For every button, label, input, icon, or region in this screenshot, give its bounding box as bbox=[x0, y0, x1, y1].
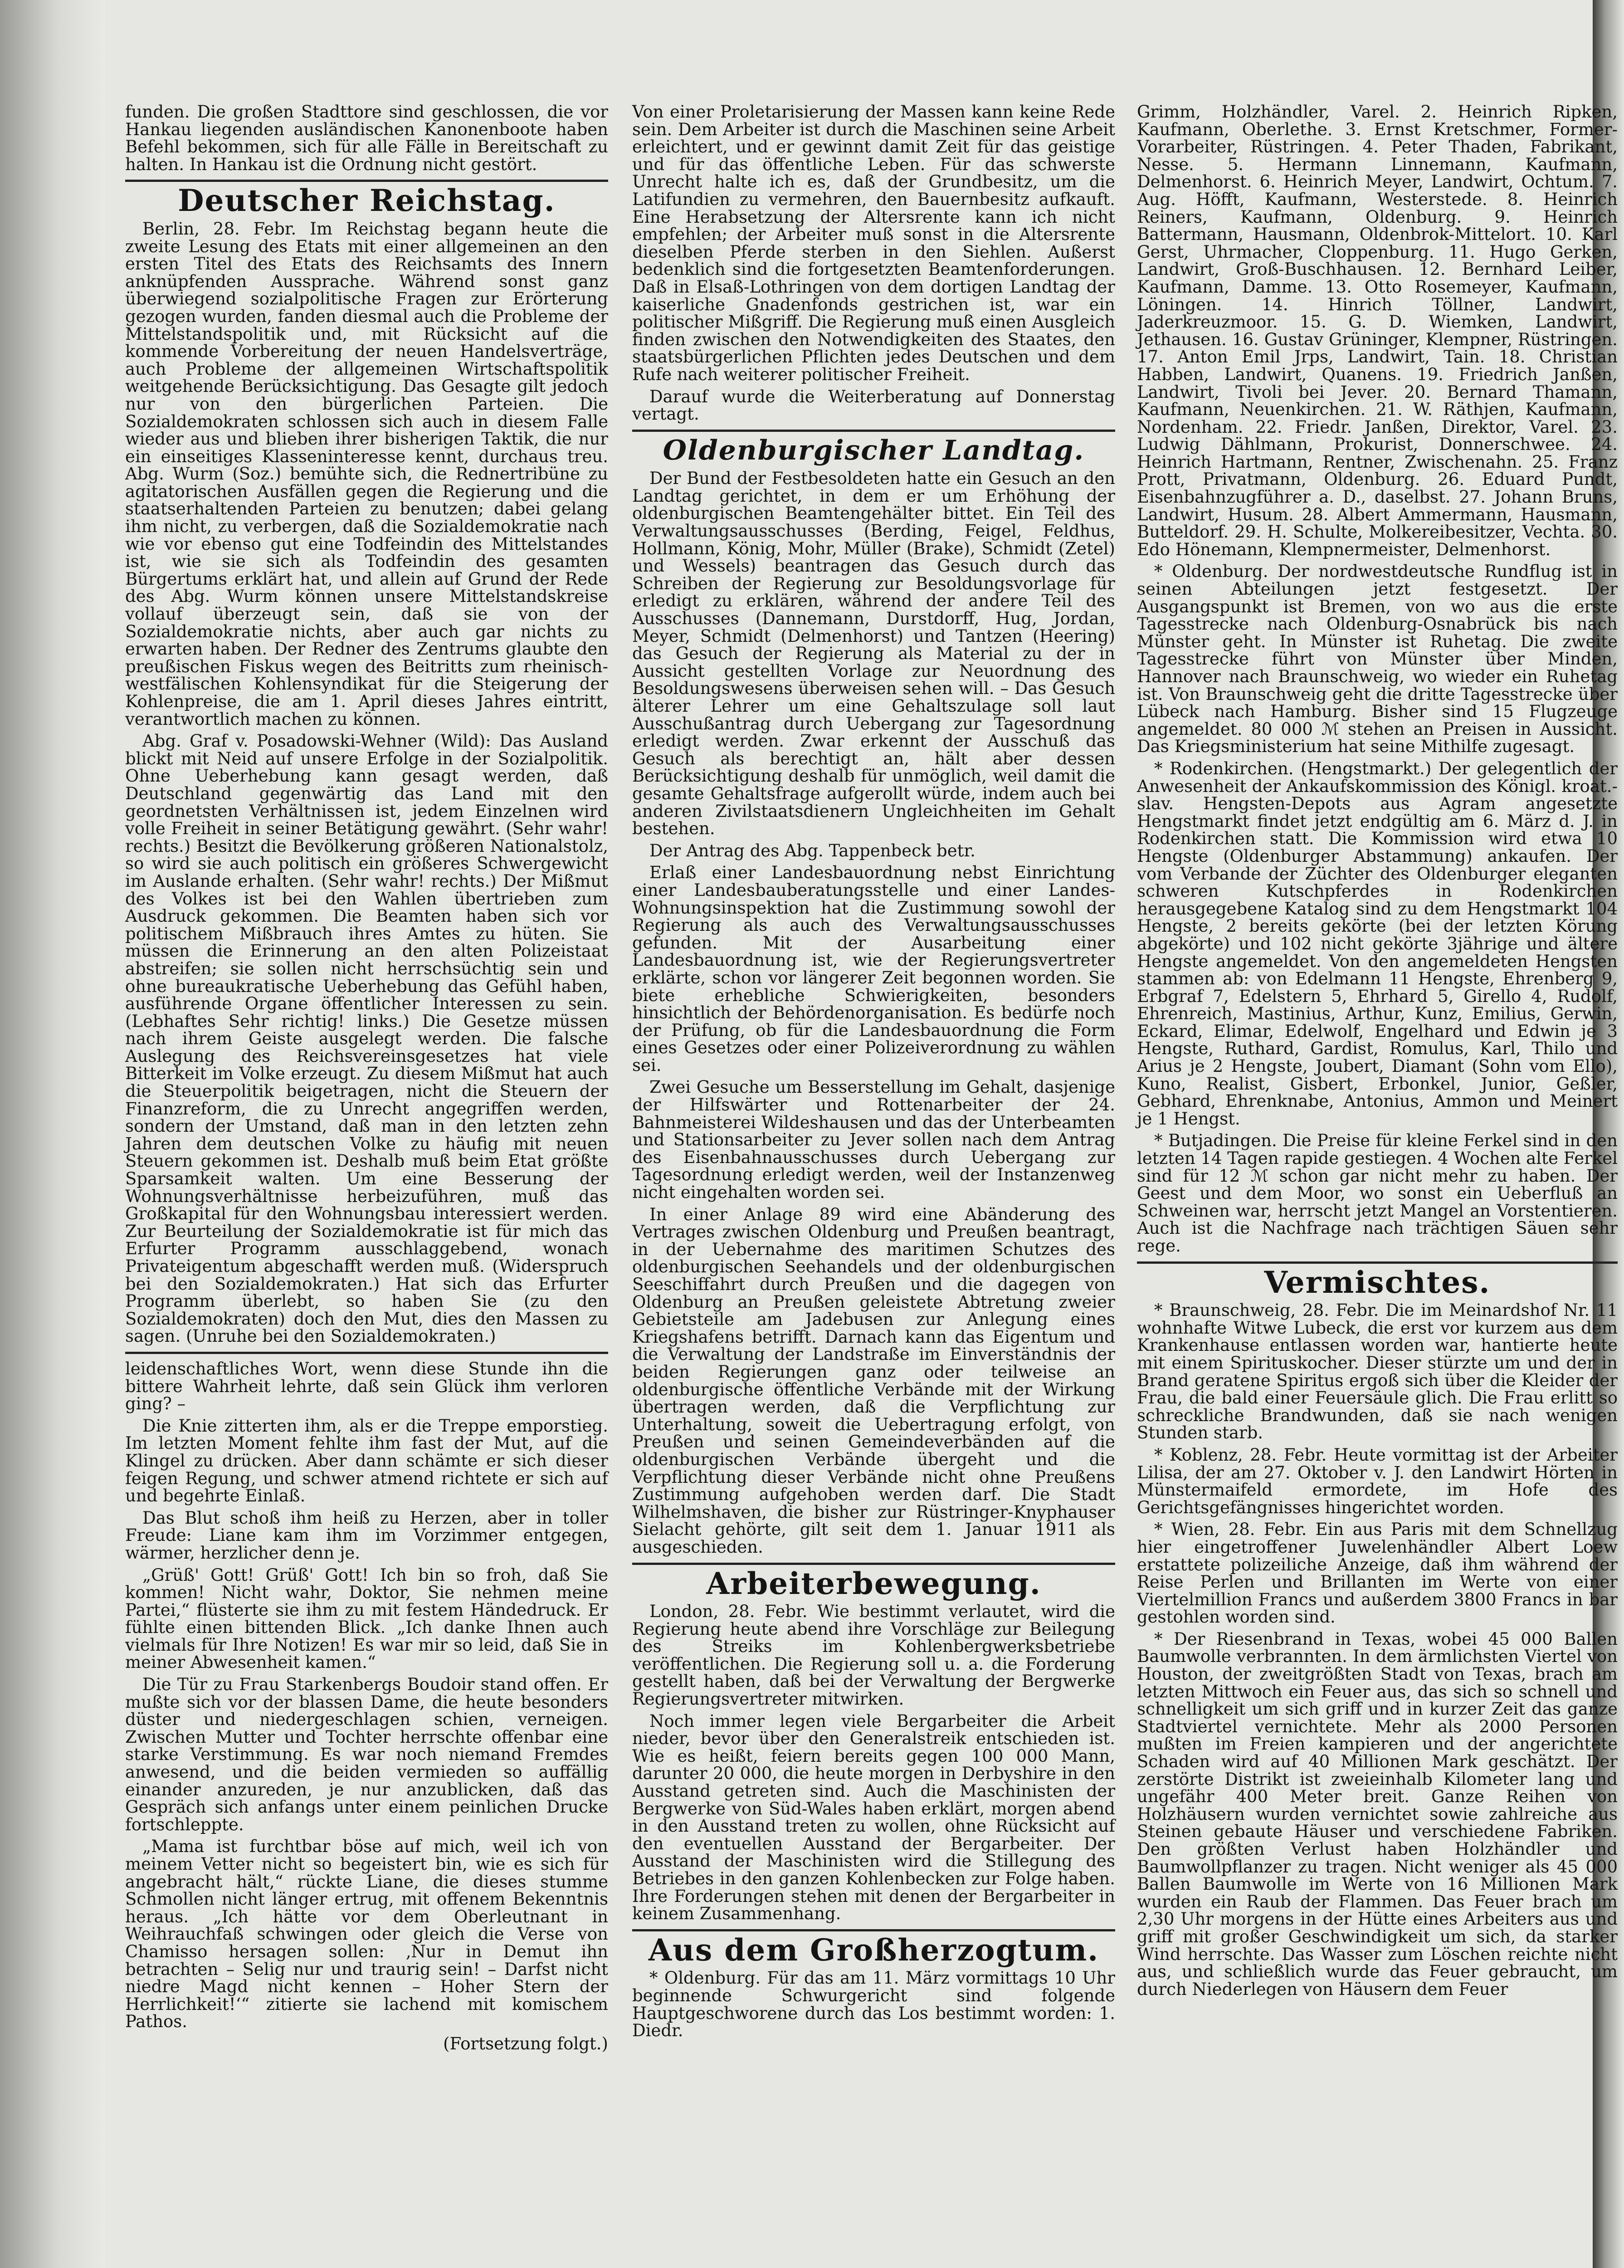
section-heading-vermischtes: Vermischtes. bbox=[1264, 1264, 1491, 1300]
feuilleton-paragraph: Die Tür zu Frau Starkenbergs Boudoir stand offen. Er mußte sich vor der blassen Dame, die heute besonders düster und niedergeschlagen schien, verneigen. Zwischen Mutter und Tochter herrschte offenbar eine starke Verstimmung. Es war noch niemand Fremdes anwesend, und die beiden vermieden so auffällig einander anzureden, je nur anzublicken, daß das Gespräch sich anfangs unter einem peinlichen Drucke fortschleppte. bbox=[125, 1675, 608, 1834]
feuilleton-paragraph: Das Blut schoß ihm heiß zu Herzen, aber in toller Freude: Liane kam ihm im Vorzimmer entgegen, wärmer, herzlicher denn je. bbox=[125, 1508, 608, 1563]
article-paragraph: Erlaß einer Landesbauordnung nebst Einrichtung einer Landesbauberatungsstelle und einer Landes-Wohnungsinspektion hat die Zustimmung sowohl der Regierung als auch des Verwaltungsausschusses gefunden. Mit der Ausarbeitung einer Landesbauordnung ist, wie der Regierungsvertreter erklärte, schon vor längerer Zeit begonnen worden. Sie biete erhebliche Schwierigkeiten, besonders hinsichtlich der Behördenorganisation. Es bedürfe noch der Prüfung, ob für die Landesbauordnung die Form eines Gesetzes oder einer Polizeiverordnung zu wählen sei. bbox=[632, 863, 1115, 1075]
article-paragraph: Darauf wurde die Weiterberatung auf Donnerstag vertagt. bbox=[632, 386, 1115, 424]
feuilleton-paragraph: leidenschaftliches Wort, wenn diese Stunde ihn die bittere Wahrheit lehrte, daß sein Glück ihm verloren ging? – bbox=[125, 1359, 608, 1414]
middle-column bbox=[632, 103, 1115, 2044]
news-item: * Butjadingen. Die Preise für kleine Ferkel sind in den letzten 14 Tagen rapide gestiegen. 4 Wochen alte Ferkel sind für 12 ℳ schon gar nicht mehr zu haben. Der Geest und dem Moor, wo sonst ein Ueberfluß an Schweinen war, herrscht jetzt Mangel an Vorstentieren. Auch ist die Nachfrage nach trächtigen Säuen sehr rege. bbox=[1137, 1131, 1618, 1256]
column-rule bbox=[1137, 1261, 1618, 1264]
section-heading-reichstag: Deutscher Reichstag. bbox=[178, 183, 556, 219]
news-item: * Der Riesenbrand in Texas, wobei 45 000 Ballen Baumwolle verbrannten. In dem ärmlichsten Viertel von Houston, der zweitgrößten Stadt von Texas, brach am letzten Mittwoch ein Feuer aus, das sich so schnell und schnelligkeit um sich griff und in kurzer Zeit das ganze Stadtviertel vernichtete. Mehr als 2000 Personen mußten im Freien kampieren und der angerichtete Schaden wird auf 40 Millionen Mark geschätzt. Der zerstörte Distrikt ist zweieinhalb Kilometer lang und ungefähr 400 Meter breit. Ganze Reihen von Holzhäusern wurden vernichtet sowie zahlreiche aus Steinen gebaute Häuser und verschiedene Fabriken. Den größten Verlust haben Holzhändler und Baumwollpflanzer zu tragen. Nicht weniger als 45 000 Ballen Baumwolle im Werte von 16 Millionen Mark wurden ein Raub der Flammen. Das Feuer brach um 2,30 Uhr morgens in der Hütte eines Arbeiters aus und griff mit großer Geschwindigkeit um sich, da starker Wind herrschte. Das Wasser zum Löschen reichte nicht aus, und schließlich wurde das Feuer gebraucht, um durch Niederlegen von Häusern dem Feuer bbox=[1137, 1629, 1618, 1999]
article-paragraph: * Oldenburg. Für das am 11. März vormittags 10 Uhr beginnende Schwurgericht sind folgende Hauptgeschworene durch das Los bestimmt worden: 1. Diedr. bbox=[632, 1968, 1115, 2041]
news-item: * Wien, 28. Febr. Ein aus Paris mit dem Schnellzug hier eingetroffener Juwelenhändler Albert Loew erstattete polizeiliche Anzeige, daß ihm während der Reise Perlen und Brillanten im Werte von einer Viertelmillion Francs und außerdem 3800 Francs in bar gestohlen worden sind. bbox=[1137, 1520, 1618, 1627]
feuilleton-paragraph: „Grüß' Gott! Grüß' Gott! Ich bin so froh, daß Sie kommen! Nicht wahr, Doktor, Sie nehmen meine Partei,“ flüsterte sie ihm zu mit festem Händedruck. Er fühlte einen bittenden Blick. „Ich danke Ihnen auch vielmals für Ihre Notizen! Es war mir so leid, daß Sie in meiner Abwesenheit kamen.“ bbox=[125, 1565, 608, 1672]
section-heading-grossherzogtum: Aus dem Großherzogtum. bbox=[648, 1932, 1099, 1968]
news-item: * Oldenburg. Der nordwestdeutsche Rundflug ist in seinen Abteilungen jetzt festgesetzt. Der Ausgangspunkt ist Bremen, von wo aus die erste Tagesstrecke nach Oldenburg-Osnabrück bis nach Münster geht. In Münster ist Ruhetag. Die zweite Tagesstrecke führt von Münster über Minden, Hannover nach Braunschweig, wo wieder ein Ruhetag ist. Von Braunschweig geht die dritte Tagesstrecke über Lübeck nach Hamburg. Bisher sind 15 Flugzeuge angemeldet. 80 000 ℳ stehen an Preisen in Aussicht. Das Kriegsministerium hat seine Mithilfe zugesagt. bbox=[1137, 562, 1618, 757]
column-rule bbox=[125, 180, 608, 182]
news-item: * Koblenz, 28. Febr. Heute vormittag ist der Arbeiter Lilisa, der am 27. Oktober v. J. den Landwirt Hörten in Münstermaifeld ermordete, im Hofe des Gerichtsgefängnisses hingerichtet worden. bbox=[1137, 1445, 1618, 1517]
article-paragraph: Der Antrag des Abg. Tappenbeck betr. bbox=[649, 841, 975, 860]
article-paragraph: London, 28. Febr. Wie bestimmt verlautet, wird die Regierung heute abend ihre Vorschläge zur Beilegung des Streiks im Kohlenbergwerksbetriebe veröffentlichen. Die Regierung soll u. a. die Forderung gestellt haben, daß bei der Verwaltung der Bergwerke Regierungsvertreter mitwirken. bbox=[632, 1602, 1115, 1709]
column-rule bbox=[632, 1563, 1115, 1565]
intro-paragraph: funden. Die großen Stadttore sind geschlossen, die vor Hankau liegenden ausländischen Kanonenboote haben Befehl bekommen, sich für alle Fälle in Bereitschaft zu halten. In Hankau ist die Ordnung nicht gestört. bbox=[125, 102, 608, 174]
article-paragraph: Zwei Gesuche um Besserstellung im Gehalt, dasjenige der Hilfswärter und Rottenarbeiter der 24. Bahnmeisterei Wildeshausen und das der Unterbeamten und Stationsarbeiter zu Jever sollen nach dem Antrag des Eisenbahnausschusses durch Uebergang zur Tagesordnung erledigt werden, weil der Instanzenweg nicht eingehalten worden sei. bbox=[632, 1077, 1115, 1202]
feuilleton-paragraph: „Mama ist furchtbar böse auf mich, weil ich von meinem Vetter nicht so begeistert bin, wie es sich für angebracht hält,“ rückte Liane, die dieses stumme Schmollen nicht länger ertrug, mit offenem Bekenntnis heraus. „Ich hätte vor dem Oberleutnant in Weihrauchfaß schwingen oder gleich die Verse von Chamisso hersagen sollen: ‚Nur in Demut ihn betrachten – Selig nur und traurig sein! – Darfst nicht niedre Magd nicht kennen – Hoher Stern der Herrlichkeit!‘“ zitierte sie lachend mit komischem Pathos. bbox=[125, 1837, 608, 2032]
section-heading-landtag: Oldenburgischer Landtag. bbox=[663, 434, 1085, 466]
news-item: * Rodenkirchen. (Hengstmarkt.) Der gelegentlich der Anwesenheit der Ankaufskommission des Königl. kroat.-slav. Hengsten-Depots aus Agram angesetzte Hengstmarkt findet jetzt endgültig am 6. März d. J. in Rodenkirchen statt. Die Kommission wird etwa 10 Hengste (Oldenburger Abstammung) ankaufen. Der vom Verbande der Züchter des Oldenburger eleganten schweren Kutschpferdes in Rodenkirchen herausgegebene Katalog sind zu dem Hengstmarkt 104 Hengste, 2 bereits gekörte (bei der letzten Körung abgekörte) und 102 nicht gekörte 3jährige und ältere Hengste angemeldet. Von den angemeldeten Hengsten stammen ab: von Edelmann 11 Hengste, Ehrenberg 9, Erbgraf 7, Edelstern 5, Ehrhard 5, Girello 4, Rudolf, Ehrenreich, Mastinius, Arthur, Kunz, Emilius, Gerwin, Eckard, Elimar, Edelwolf, Engelhard und Edwin je 3 Hengste, Ruthard, Gardist, Romulus, Karl, Thilo und Arius je 2 Hengste, Joubert, Diamant (Sohn vom Ello), Kuno, Realist, Gisbert, Erbonkel, Junior, Geßler, Gebhard, Ehrenknabe, Antonius, Ammon und Meinert je 1 Hengst. bbox=[1137, 758, 1618, 1129]
right-column bbox=[1137, 103, 1618, 2003]
continuation-note: (Fortsetzung folgt.) bbox=[443, 2033, 608, 2053]
article-paragraph: In einer Anlage 89 wird eine Abänderung des Vertrages zwischen Oldenburg und Preußen beantragt, in der Uebernahme des maritimen Schutzes des oldenburgischen Seehandels und der oldenburgischen Seeschiffahrt durch Preußen und die dagegen von Oldenburg an Preußen geleistete Abtretung zweier Gebietsteile am Jadebusen zur Anlegung eines Kriegshafens betrifft. Darnach kann das Eigentum und die Verwaltung der Landstraße im Einverständnis der beiden Regierungen ganz oder teilweise an oldenburgische öffentliche Verbände mit der Wirkung übertragen werden, daß die Verpflichtung zur Unterhaltung, soweit die Uebertragung erfolgt, von Preußen und seinen Gemeindeverbänden auf die oldenburgischen Verbände übergeht und die Verpflichtung dieser Verbände nicht ohne Preußens Zustimmung aufgehoben werden darf. Die Stadt Wilhelmshaven, die bisher zur Rüstringer-Knyphauser Sielacht gehörte, gilt seit dem 1. Januar 1911 als ausgeschieden. bbox=[632, 1204, 1115, 1557]
article-paragraph: Der Bund der Festbesoldeten hatte ein Gesuch an den Landtag gerichtet, in dem er um Erhöhung der oldenburgischen Beamtengehälter bittet. Ein Teil des Verwaltungsausschusses (Berding, Feigel, Feldhus, Hollmann, König, Mohr, Müller (Brake), Schmidt (Zetel) und Wessels) beantragen das Gesuch durch das Schreiben der Regierung zur Besoldungsvorlage für erledigt zu erklären, während der andere Teil des Ausschusses (Dannemann, Durstdorff, Hug, Jordan, Meyer, Schmidt (Delmenhorst) und Tantzen (Heering) das Gesuch der Regierung als Material zu der in Aussicht gestellten Vorlage zur Neuordnung des Besoldungswesens überweisen sehen will. – Das Gesuch älterer Lehrer um eine Gehaltszulage soll laut Ausschußantrag durch Uebergang zur Tagesordnung erledigt werden. Zwar erkennt der Ausschuß das Gesuch als berechtigt an, hält aber dessen Berücksichtigung deshalb für unmöglich, weil damit die gesamte Gehaltsfrage aufgerollt würde, indem auch bei anderen Zivilstaatsdienern Ungleichheiten im Gehalt bestehen. bbox=[632, 469, 1115, 839]
article-paragraph: Abg. Graf v. Posadowski-Wehner (Wild): Das Ausland blickt mit Neid auf unsere Erfolge in der Sozialpolitik. Ohne Ueberhebung kann gesagt werden, daß Deutschland gegenwärtig das Land mit den geordnetsten Verhältnissen ist, jedem Einzelnen wird volle Freiheit in seiner Betätigung gewährt. (Sehr wahr! rechts.) Besitzt die Bevölkerung größeren Nationalstolz, so wird sie auch politisch ein größeres Schwergewicht im Auslande erhalten. (Sehr wahr! rechts.) Der Mißmut des Volkes ist bei den Wahlen übertrieben zum Ausdruck gekommen. Die Beamten haben sich vor politischem Mißbrauch ihres Amtes zu hüten. Sie müssen die Erinnerung an den alten Polizeistaat abstreifen; sie sollen nicht herrschsüchtig sein und ohne bureaukratische Ueberhebung das Gefühl haben, ausführende Organe öffentlicher Interessen zu sein. (Lebhaftes Sehr richtig! links.) Die Gesetze müssen nach ihrem Geiste ausgelegt werden. Die falsche Auslegung des Reichsvereinsgesetzes hat viele Bitterkeit im Volke erzeugt. Zu diesem Mißmut hat auch die Steuerpolitik beigetragen, nicht die Steuern der Finanzreform, die zu Unrecht angegriffen werden, sondern der Umstand, daß man in den letzten zehn Jahren dem deutschen Volke zu häufig mit neuen Steuern gekommen ist. Deshalb muß beim Etat größte Sparsamkeit walten. Um eine Besserung der Wohnungsverhältnisse herbeizuführen, muß das Großkapital für den Wohnungsbau interessiert werden. Zur Beurteilung der Sozialdemokratie ist für mich das Erfurter Programm ausschlaggebend, wonach Privateigentum abgeschafft werden muß. (Widerspruch bei den Sozialdemokraten.) Hat sich das Erfurter Programm überlebt, so haben Sie (zu den Sozialdemokraten) doch den Mut, dies den Massen zu sagen. (Unruhe bei den Sozialdemokraten.) bbox=[125, 731, 608, 1346]
article-paragraph: Von einer Proletarisierung der Massen kann keine Rede sein. Dem Arbeiter ist durch die Maschinen seine Arbeit erleichtert, und er gewinnt damit Zeit für das geistige und für das öffentliche Leben. Für das schwerste Unrecht halte ich es, daß der Grundbesitz, um die Latifundien zu vermehren, den Bauernbesitz aufkauft. Eine Herabsetzung der Altersrente kann ich nicht empfehlen; der Arbeiter muß sonst in die Altersrente dieselben Pferde sterben in den Siehlen. Außerst bedenklich sind die fortgesetzten Beamtenforderungen. Daß in Elsaß-Lothringen von dem dortigen Landtag der kaiserliche Gnadenfonds gestrichen ist, war ein politischer Mißgriff. Die Regierung muß einen Ausgleich finden zwischen den Notwendigkeiten des Staates, den staatsbürgerlichen Pflichten jedes Deutschen und dem Rufe nach weiterer politischer Freiheit. bbox=[632, 102, 1115, 384]
article-paragraph: Noch immer legen viele Bergarbeiter die Arbeit nieder, bevor über den Generalstreik entschieden ist. Wie es heißt, feiern bereits gegen 100 000 Mann, darunter 20 000, die heute morgen in Derbyshire in den Ausstand getreten sind. Auch die Maschinisten der Bergwerke von Süd-Wales haben erklärt, morgen abend in den Ausstand treten zu wollen, ohne Rücksicht auf den eventuellen Ausstand der Bergarbeiter. Der Ausstand der Maschinisten wird die Stillegung des Betriebes in den ganzen Kohlenbecken zur Folge haben. Ihre Forderungen stehen mit denen der Bergarbeiter in keinem Zusammenhang. bbox=[632, 1711, 1115, 1924]
news-item: * Braunschweig, 28. Febr. Die im Meinardshof Nr. 11 wohnhafte Witwe Lubeck, die erst vor kurzem aus dem Krankenhause entlassen worden war, hantierte heute mit einem Spirituskocher. Dieser stürzte um und der in Brand geratene Spiritus ergoß sich über die Kleider der Frau, die bald einer Feuersäule glich. Die Frau erlitt so schreckliche Brandwunden, daß sie nach wenigen Stunden starb. bbox=[1137, 1300, 1618, 1443]
section-heading-arbeiterbewegung: Arbeiterbewegung. bbox=[706, 1565, 1041, 1601]
column-rule bbox=[632, 1929, 1115, 1931]
column-rule bbox=[632, 430, 1115, 432]
feuilleton-paragraph: Die Knie zitterten ihm, als er die Treppe emporstieg. Im letzten Moment fehlte ihm fast der Mut, auf die Klingel zu drücken. Aber dann schämte er sich dieser feigen Regung, und schwer atmend richtete er sich auf und begehrte Einlaß. bbox=[125, 1416, 608, 1506]
feuilleton-rule bbox=[125, 1352, 608, 1354]
article-paragraph: Berlin, 28. Febr. Im Reichstag begann heute die zweite Lesung des Etats mit einer allgemeinen an den ersten Titel des Etats des Reichsamts des Innern anknüpfenden Aussprache. Während sonst ganz überwiegend sozialpolitische Fragen zur Erörterung gezogen wurden, fanden diesmal auch die Probleme der Mittelstandspolitik und, mit Rücksicht auf die kommende Vorbereitung der neuen Handelsverträge, auch Probleme der allgemeinen Wirtschaftspolitik weitgehende Berücksichtigung. Das Gesagte gilt jedoch nur von den bürgerlichen Parteien. Die Sozialdemokraten schlossen sich auch in diesem Falle wieder aus und blieben ihrer bisherigen Taktik, die nur ein einseitiges Klasseninteresse kennt, durchaus treu. Abg. Wurm (Soz.) bemühte sich, die Rednertribüne zu agitatorischen Ausfällen gegen die Regierung und die staatserhaltenden Parteien zu benutzen; dabei gelang ihm nicht, zu verbergen, daß die Sozialdemokratie nach wie vor ebenso gut eine Todfeindin des Mittelstandes ist, wie sie sich als Todfeindin des gesamten Bürgertums erklärt hat, und allein auf Grund der Rede des Abg. Wurm können unsere Mittelstandskreise vollauf überzeugt sein, daß sie von der Sozialdemokratie nichts, aber auch gar nichts zu erwarten haben. Der Redner des Zentrums glaubte den preußischen Fiskus wegen des Beitritts zum rheinisch-westfälischen Kohlensyndikat für die Steigerung der Kohlenpreise, die am 1. April dieses Jahres eintritt, verantwortlich machen zu können. bbox=[125, 219, 608, 729]
book-spine bbox=[0, 0, 105, 2268]
left-column bbox=[125, 103, 608, 2058]
jurors-list: Grimm, Holzhändler, Varel. 2. Heinrich Ripken, Kaufmann, Oberlethe. 3. Ernst Kretschmer, Former-Vorarbeiter, Rüstringen. 4. Peter Thaden, Fabrikant, Nesse. 5. Hermann Linnemann, Kaufmann, Delmenhorst. 6. Heinrich Meyer, Landwirt, Ochtum. 7. Aug. Höfft, Kaufmann, Westerstede. 8. Heinrich Reiners, Kaufmann, Oldenburg. 9. Heinrich Battermann, Hausmann, Oldenbrok-Mittelort. 10. Karl Gerst, Uhrmacher, Cloppenburg. 11. Hugo Gerken, Landwirt, Groß-Buschhausen. 12. Bernhard Leiber, Kaufmann, Damme. 13. Otto Rosemeyer, Kaufmann, Löningen. 14. Hinrich Töllner, Landwirt, Jaderkreuzmoor. 15. G. D. Wiemken, Landwirt, Jethausen. 16. Gustav Grüninger, Klempner, Rüstringen. 17. Anton Emil Jrps, Landwirt, Tain. 18. Christian Habben, Landwirt, Quanens. 19. Friedrich Janßen, Landwirt, Tivoli bei Jever. 20. Bernard Thamann, Kaufmann, Neuenkirchen. 21. W. Räthjen, Kaufmann, Nordenham. 22. Friedr. Janßen, Direktor, Varel. 23. Ludwig Dählmann, Prokurist, Donnerschwee. 24. Heinrich Hartmann, Rentner, Zwischenahn. 25. Franz Prott, Privatmann, Oldenburg. 26. Eduard Pundt, Eisenbahnzugführer a. D., daselbst. 27. Johann Bruns, Landwirt, Husum. 28. Albert Ammermann, Hausmann, Butteldorf. 29. H. Schulte, Molkereibesitzer, Vechta. 30. Edo Hönemann, Klempnermeister, Delmenhorst. bbox=[1137, 102, 1618, 559]
